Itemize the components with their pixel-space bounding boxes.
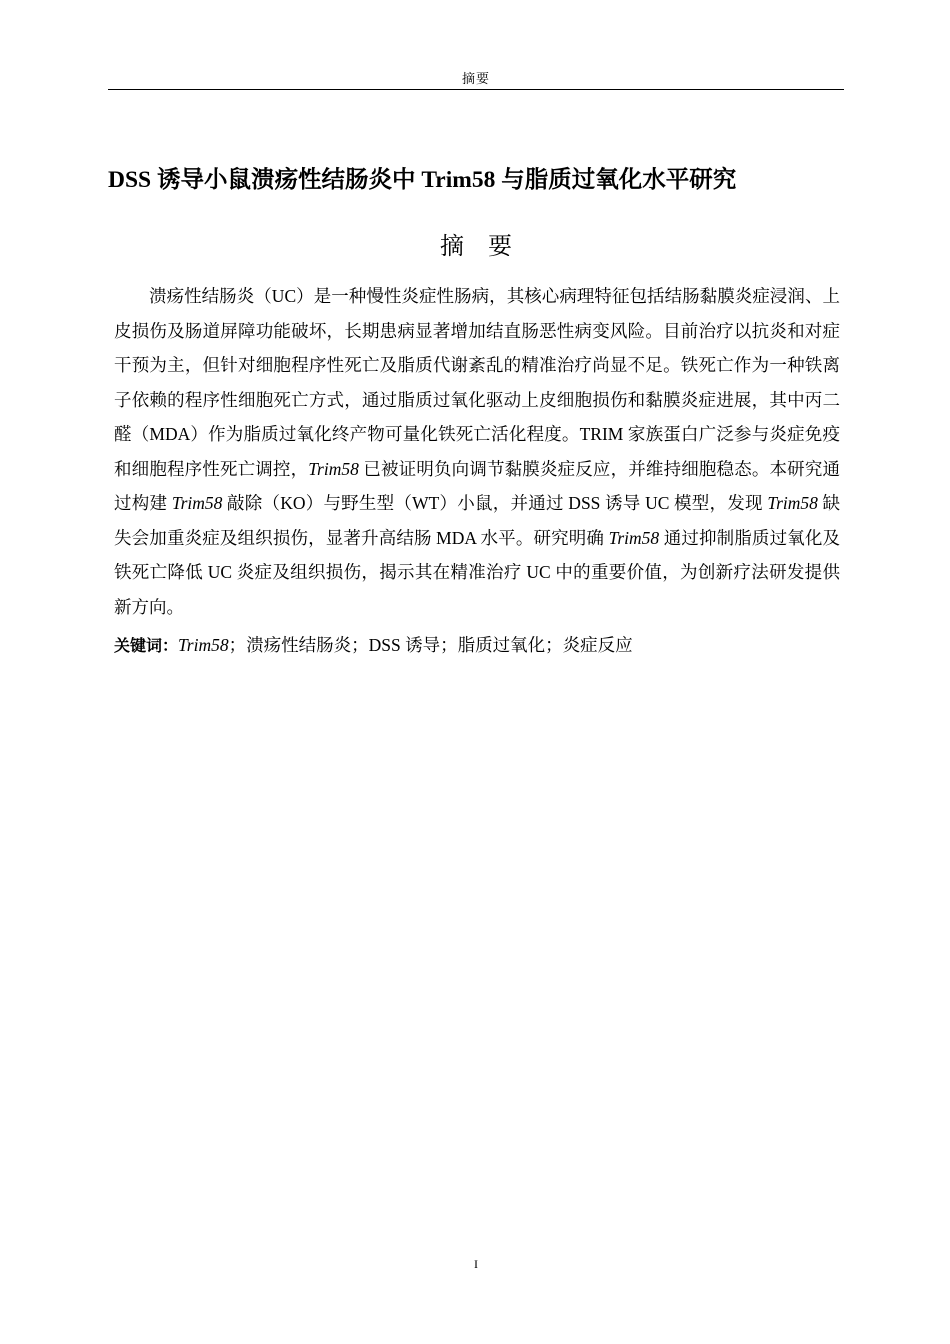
abstract-text: 溃疡性结肠炎（UC）是一种慢性炎症性肠病，其核心病理特征包括结肠黏膜炎症浸润、上皮损伤及肠道屏障功能破坏，长期患病显著增加结直肠恶性病变风险。目前治疗以抗炎和对症干预为主，但针对细胞程序性死亡及脂质代谢紊乱的精准治疗尚显不足。铁死亡作为一种铁离子依赖的程序性细胞死亡方式，通过脂质过氧化驱动上皮细胞损伤和黏膜炎症进展，其中丙二醛（MDA）作为脂质过氧化终产物可量化铁死亡活化程度。TRIM 家族蛋白广泛参与炎症免疫和细胞程序性死亡调控，	[114, 286, 840, 479]
gene-name: Trim58	[308, 458, 359, 479]
abstract-text: 敲除（KO）与野生型（WT）小鼠，并通过 DSS 诱导 UC 模型，发现	[222, 493, 768, 513]
keywords-line	[114, 630, 840, 661]
running-header: 摘要	[461, 72, 490, 87]
keywords-list: ；溃疡性结肠炎；DSS 诱导；脂质过氧化；炎症反应	[228, 635, 633, 655]
keywords-label: 关键词：	[114, 636, 179, 655]
keyword-gene: Trim58	[178, 635, 229, 655]
gene-name: Trim58	[767, 493, 818, 513]
gene-name: Trim58	[171, 493, 223, 513]
abstract-paragraph	[114, 279, 840, 624]
page-number: I	[474, 1257, 478, 1271]
paper-title: DSS 诱导小鼠溃疡性结肠炎中 Trim58 与脂质过氧化水平研究	[108, 167, 737, 193]
abstract-text: 已被证明负向调节黏膜炎症反应，并维持细胞稳态。本研究通过构建	[114, 458, 840, 513]
abstract-heading: 摘 要	[440, 232, 512, 260]
abstract-body	[114, 279, 840, 624]
header-divider	[108, 89, 844, 90]
gene-name: Trim58	[608, 527, 660, 548]
abstract-text: 通过抑制脂质过氧化及铁死亡降低 UC 炎症及组织损伤，揭示其在精准治疗 UC 中的重要价值，为创新疗法研发提供新方向。	[114, 527, 841, 617]
abstract-text: 缺失会加重炎症及组织损伤，显著升高结肠 MDA 水平。研究明确	[114, 493, 840, 548]
